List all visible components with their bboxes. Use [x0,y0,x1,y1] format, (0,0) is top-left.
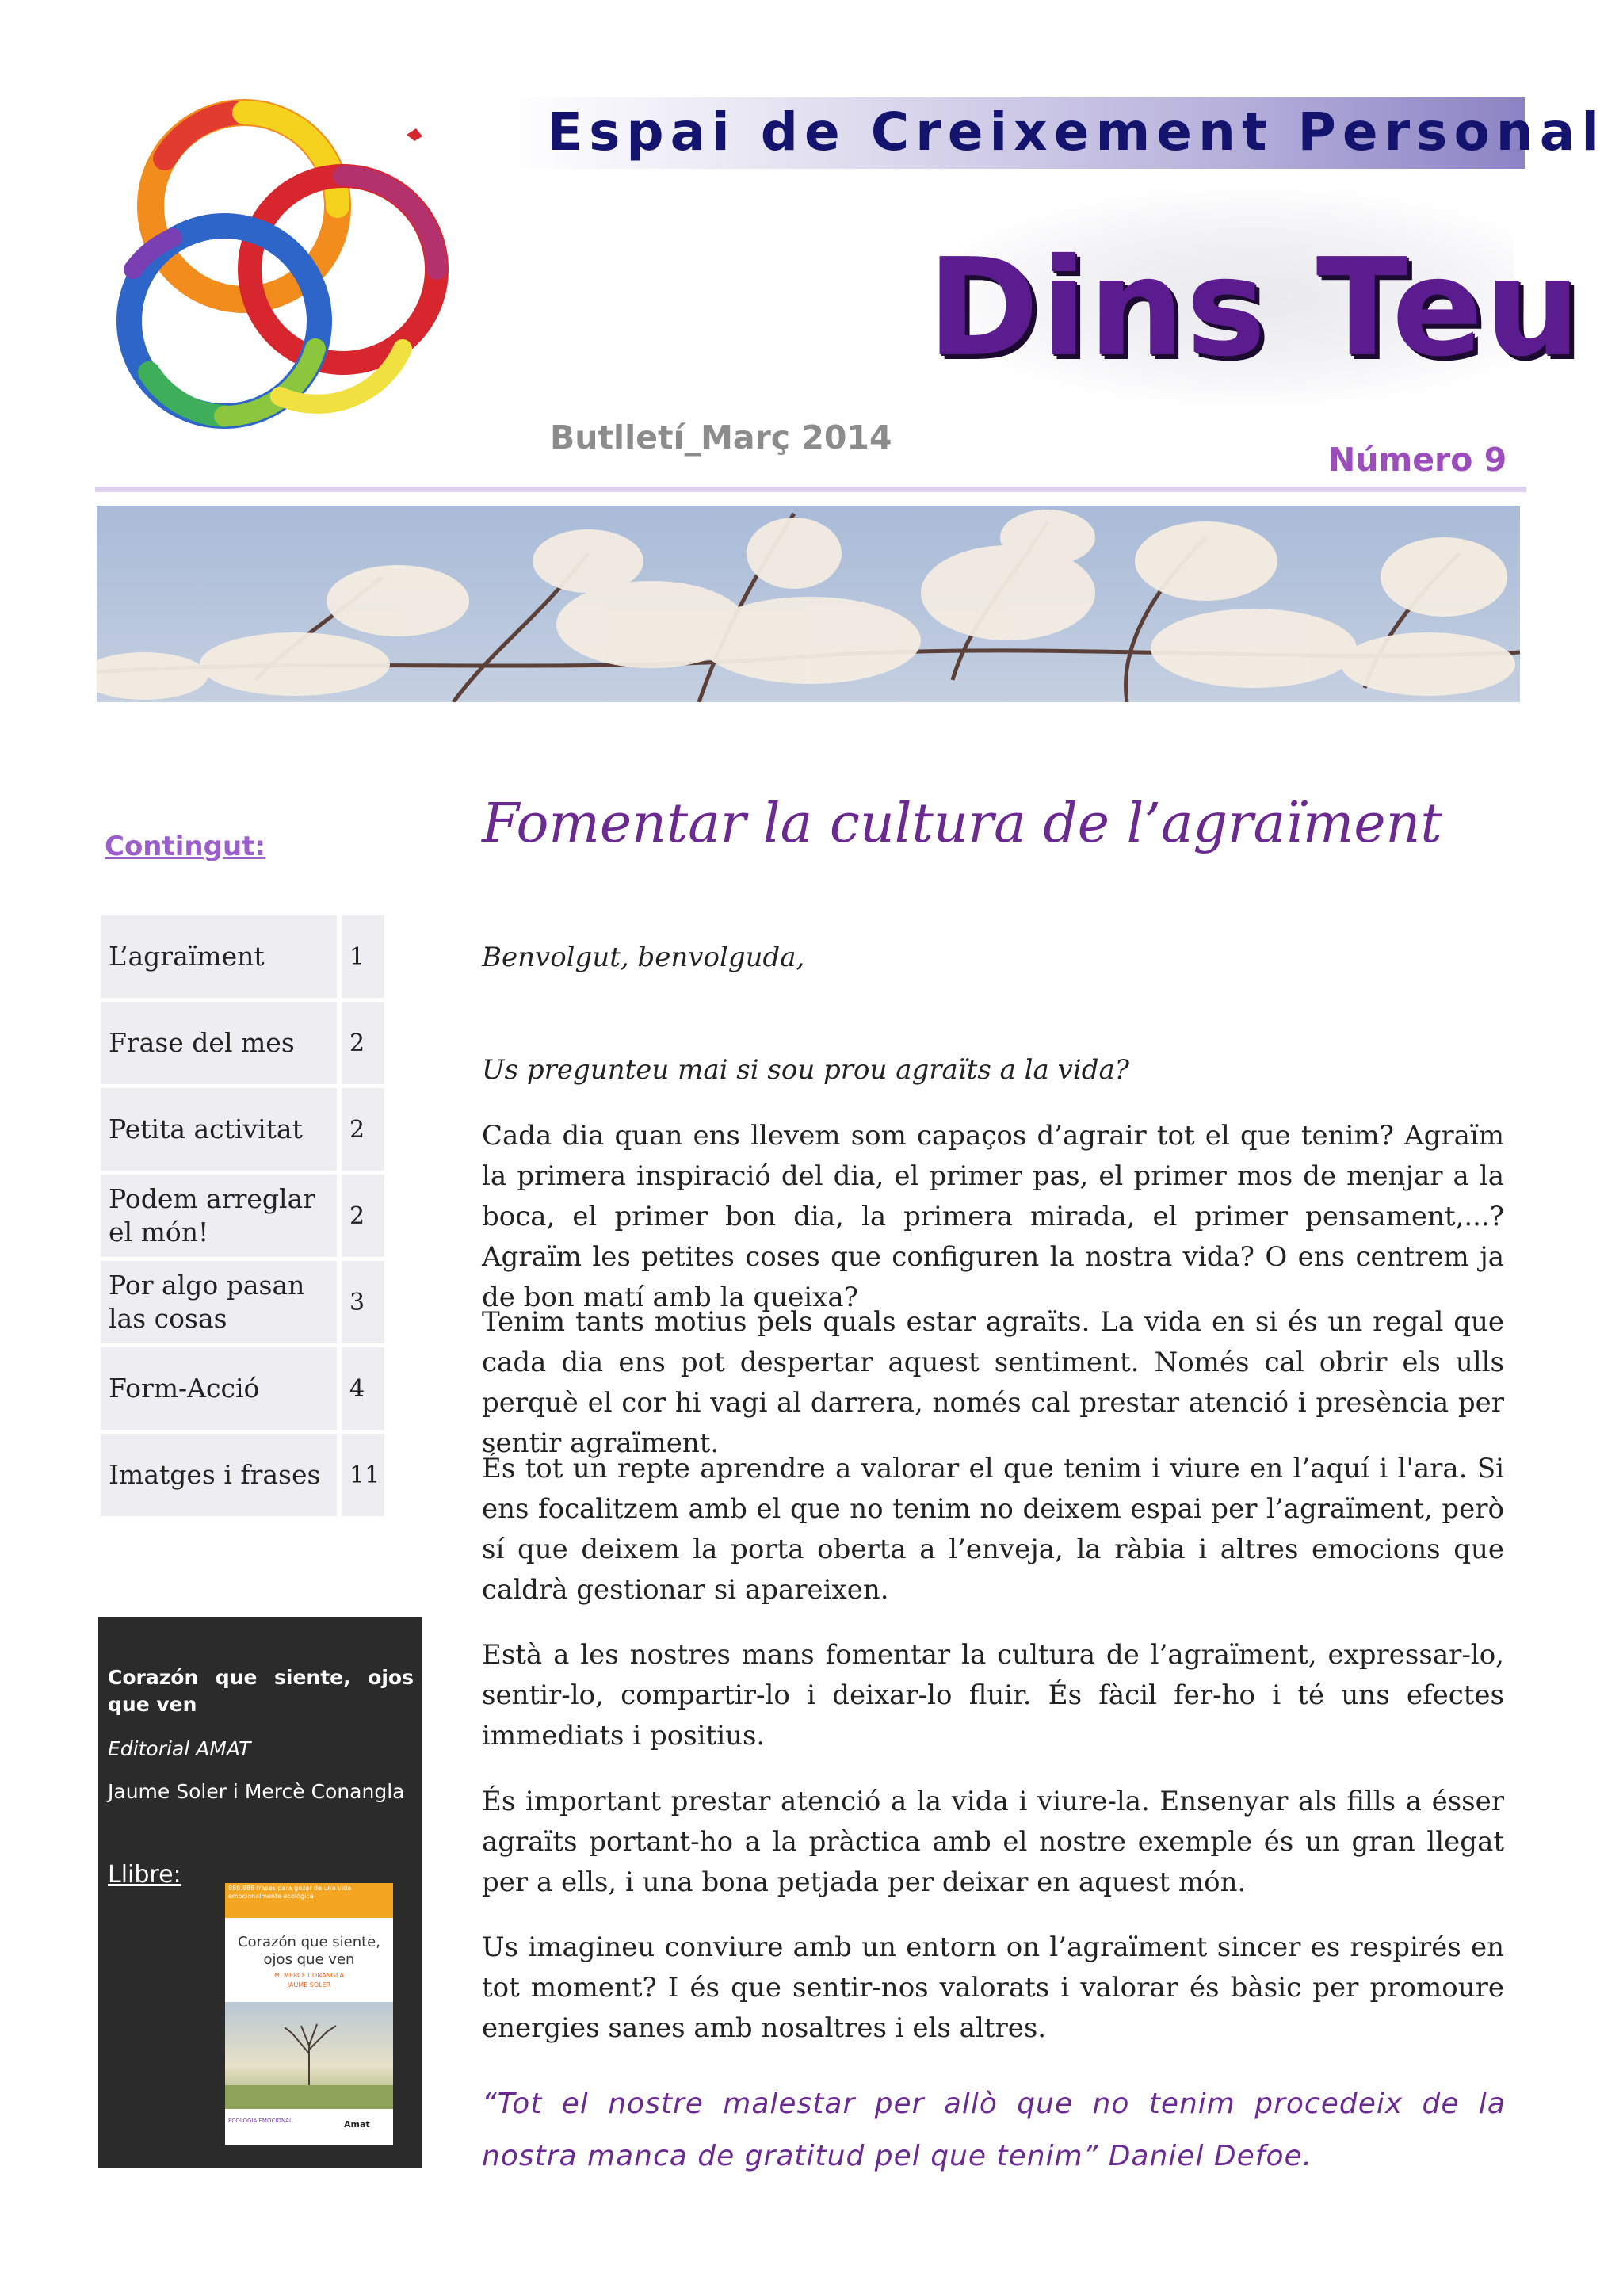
book-title-line: Corazón que siente, ojos [108,1666,414,1689]
article-paragraph: Cada dia quan ens llevem som capaços d’agrair tot el que tenim? Agraïm la primera inspiració del dia, el primer pas, el primer mos de menjar a la boca, el primer bon dia, la primera mirada, el primer pensament,...? Agraïm les petites coses que configuren la nostra vida? O ens centrem ja de bon matí amb la queixa? [482,1120,1504,1313]
book-authors: Jaume Soler i Mercè Conangla [108,1780,405,1803]
header-divider [95,487,1526,492]
toc-row[interactable] [101,1261,384,1343]
toc-label: Petita activitat [101,1088,337,1171]
article-quote: “Tot el nostre malestar per allò que no tenim procedeix de la nostra manca de gratitud pel que tenim” Daniel Defoe. [482,2088,1506,2172]
toc-label: Imatges i frases [101,1434,337,1516]
article-question: Us pregunteu mai si sou prou agraïts a la vida? [482,1054,1129,1086]
book-publisher: Editorial AMAT [108,1737,251,1760]
article-paragraph: Us imagineu conviure amb un entorn on l’agraïment sincer es respirés en tot moment? I és que sentir-nos valorats i valorar és bàsic per promoure energies sanes amb nosaltres i els altres. [482,1931,1504,2044]
toc-label: Form-Acció [101,1347,337,1430]
book-cover-author: JAUME SOLER [287,1981,331,1988]
book-cover-image [225,1883,393,2145]
logo-rings [101,87,490,483]
toc-row[interactable] [101,1002,384,1084]
organization-name: Espai de Creixement Personal [547,101,1606,162]
book-label: Llibre: [108,1861,181,1889]
toc-page: 4 [342,1347,384,1430]
book-title [108,1664,414,1718]
book-title-line: que ven [108,1693,197,1716]
toc-row[interactable] [101,1175,384,1257]
newsletter-title: Dins Teu [927,230,1583,387]
article-paragraph: Està a les nostres mans fomentar la cultura de l’agraïment, expressar-lo, sentir-lo, compartir-lo i deixar-lo fluir. És fàcil fer-ho i té uns efectes immediats i positius. [482,1639,1504,1752]
toc-table [101,915,384,1520]
book-cover-author: M. MERCÈ CONANGLA [274,1972,344,1979]
toc-label: Frase del mes [101,1002,337,1084]
toc-label: L’agraïment [101,915,337,998]
toc-label: Podem arreglar el món! [101,1175,337,1257]
toc-page: 2 [342,1002,384,1084]
toc-row[interactable] [101,915,384,998]
toc-page: 1 [342,915,384,998]
toc-row[interactable] [101,1347,384,1430]
issue-number: Número 9 [1328,441,1507,479]
issue-date: Butlletí_Març 2014 [550,418,892,457]
book-cover-series: ECOLOGÍA EMOCIONAL [228,2118,292,2124]
toc-heading: Contingut: [105,831,266,862]
toc-label: Por algo pasan las cosas [101,1261,337,1343]
toc-page: 3 [342,1261,384,1343]
book-cover-title: Corazón que siente, ojos que ven [238,1934,380,1968]
book-cover-publisher: Amat [344,2119,370,2130]
toc-page: 2 [342,1175,384,1257]
article-paragraph: És tot un repte aprendre a valorar el que tenim i viure en l’aquí i l'ara. Si ens focalitzem amb el que no tenim no deixem espai per l’agraïment, però sí que deixem la porta oberta a l’enveja, la ràbia i altres emocions que caldrà gestionar si apareixen. [482,1453,1504,1606]
toc-page: 11 [342,1434,384,1516]
article-title: Fomentar la cultura de l’agraïment [482,793,1442,855]
toc-row[interactable] [101,1434,384,1516]
toc-row[interactable] [101,1088,384,1171]
article-paragraph: Tenim tants motius pels quals estar agraïts. La vida en si és un regal que cada dia ens pot despertar aquest sentiment. Només cal obrir els ulls perquè el cor hi vagi al darrera, només cal prestar atenció i presència per sentir agraïment. [482,1306,1504,1459]
toc-page: 2 [342,1088,384,1171]
article-salutation: Benvolgut, benvolguda, [482,942,805,973]
article-paragraph: És important prestar atenció a la vida i viure-la. Ensenyar als fills a ésser agraïts portant-ho a la pràctica amb el nostre exemple és un gran llegat per a ells, i una bona petjada per deixar en aquest món. [482,1786,1504,1898]
blossom-banner-image [97,506,1520,702]
book-cover-tagline: 888.888 frases para gozar de una vida emocionalmente ecológica [228,1885,352,1900]
